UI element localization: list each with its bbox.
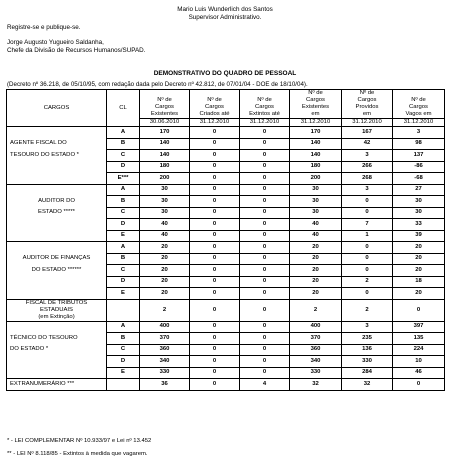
class-cell: E*** bbox=[107, 173, 140, 185]
value-cell: 0 bbox=[190, 230, 240, 242]
cargo-name-cell bbox=[7, 161, 107, 173]
value-cell: 0 bbox=[190, 333, 240, 345]
value-cell: 2 bbox=[290, 299, 342, 321]
value-cell: 42 bbox=[342, 138, 393, 150]
value-cell: 136 bbox=[342, 344, 393, 356]
value-cell: 0 bbox=[190, 207, 240, 219]
value-cell: 30 bbox=[290, 207, 342, 219]
value-cell: 0 bbox=[190, 299, 240, 321]
header-line: Providos bbox=[355, 104, 379, 110]
value-cell: 0 bbox=[240, 288, 290, 300]
value-cell: 0 bbox=[342, 242, 393, 254]
value-cell: 397 bbox=[393, 321, 445, 333]
value-cell: 170 bbox=[140, 127, 190, 139]
value-cell: 20 bbox=[393, 253, 445, 265]
value-cell: 0 bbox=[190, 150, 240, 162]
class-cell: D bbox=[107, 219, 140, 231]
value-cell: 140 bbox=[290, 138, 342, 150]
value-cell: 0 bbox=[240, 196, 290, 208]
class-cell: B bbox=[107, 196, 140, 208]
value-cell: 20 bbox=[290, 276, 342, 288]
value-cell: 180 bbox=[140, 161, 190, 173]
value-cell: 137 bbox=[393, 150, 445, 162]
value-cell: 0 bbox=[240, 242, 290, 254]
value-cell: 0 bbox=[190, 288, 240, 300]
value-cell: 268 bbox=[342, 173, 393, 185]
cargo-name-cell: AUDITOR DE FINANÇAS bbox=[7, 253, 107, 265]
value-cell: 36 bbox=[140, 379, 190, 391]
header-line: Nº de bbox=[411, 97, 426, 103]
class-cell: C bbox=[107, 344, 140, 356]
cargo-name-line: (em Extinção) bbox=[38, 313, 75, 320]
value-cell: 0 bbox=[240, 219, 290, 231]
class-cell: E bbox=[107, 367, 140, 379]
header-line: Existentes bbox=[301, 104, 330, 110]
table-row bbox=[7, 356, 445, 368]
header-date: 31.12.2010 bbox=[393, 118, 444, 126]
class-cell: C bbox=[107, 207, 140, 219]
value-cell: 140 bbox=[140, 138, 190, 150]
value-cell: 0 bbox=[240, 253, 290, 265]
value-cell: 266 bbox=[342, 161, 393, 173]
header-date: 31.12.2010 bbox=[342, 118, 392, 126]
table-row bbox=[7, 161, 445, 173]
value-cell: 0 bbox=[190, 321, 240, 333]
value-cell: 370 bbox=[290, 333, 342, 345]
value-cell: 0 bbox=[240, 173, 290, 185]
class-cell: E bbox=[107, 230, 140, 242]
class-cell: B bbox=[107, 333, 140, 345]
table-row bbox=[7, 276, 445, 288]
value-cell: 135 bbox=[393, 333, 445, 345]
value-cell: 18 bbox=[393, 276, 445, 288]
value-cell: 0 bbox=[190, 219, 240, 231]
cargo-name-cell bbox=[7, 219, 107, 231]
cargo-name-cell: AGENTE FISCAL DO bbox=[7, 138, 107, 150]
value-cell: 0 bbox=[240, 344, 290, 356]
value-cell: 0 bbox=[190, 127, 240, 139]
value-cell: 7 bbox=[342, 219, 393, 231]
header-line: Extintos até bbox=[249, 111, 280, 117]
sender-role: Chefe da Divisão de Recursos Humanos/SUPAD. bbox=[7, 46, 146, 54]
table-header bbox=[7, 90, 445, 127]
value-cell: 30 bbox=[393, 196, 445, 208]
table-row bbox=[7, 367, 445, 379]
sender-block bbox=[7, 39, 145, 54]
value-cell: 224 bbox=[393, 344, 445, 356]
cargo-name-line: ESTADUAIS bbox=[40, 306, 73, 313]
value-cell: 20 bbox=[140, 253, 190, 265]
value-cell: 0 bbox=[190, 184, 240, 196]
cargo-name-cell: DO ESTADO ****** bbox=[7, 265, 107, 277]
value-cell: 0 bbox=[342, 265, 393, 277]
value-cell: 200 bbox=[140, 173, 190, 185]
class-cell: D bbox=[107, 356, 140, 368]
value-cell: 360 bbox=[140, 344, 190, 356]
value-cell: 400 bbox=[290, 321, 342, 333]
value-cell: 27 bbox=[393, 184, 445, 196]
table-row bbox=[7, 299, 445, 321]
cargo-name-cell bbox=[7, 356, 107, 368]
header-line: Cargos bbox=[205, 104, 224, 110]
cargo-name-cell bbox=[7, 299, 107, 321]
value-cell: 0 bbox=[342, 207, 393, 219]
table-row bbox=[7, 219, 445, 231]
header-line: Nº de bbox=[157, 97, 172, 103]
value-cell: 0 bbox=[342, 253, 393, 265]
value-cell: 0 bbox=[190, 161, 240, 173]
header-date: 31.12.2010 bbox=[240, 118, 289, 126]
value-cell: 0 bbox=[342, 196, 393, 208]
value-cell: 2 bbox=[342, 276, 393, 288]
table-body bbox=[7, 127, 445, 391]
header-date: 31.12.2010 bbox=[290, 118, 341, 126]
value-cell: 330 bbox=[290, 367, 342, 379]
value-cell: 140 bbox=[140, 150, 190, 162]
table-row bbox=[7, 207, 445, 219]
header-line: Nº de bbox=[257, 97, 272, 103]
value-cell: 2 bbox=[140, 299, 190, 321]
class-cell: E bbox=[107, 288, 140, 300]
class-cell bbox=[107, 379, 140, 391]
value-cell: 1 bbox=[342, 230, 393, 242]
value-cell: 20 bbox=[393, 242, 445, 254]
value-cell: 0 bbox=[190, 379, 240, 391]
publish-line: Registre-se e publique-se. bbox=[7, 24, 81, 31]
value-cell: 400 bbox=[140, 321, 190, 333]
table-row bbox=[7, 333, 445, 345]
table-row bbox=[7, 344, 445, 356]
value-cell: 20 bbox=[140, 276, 190, 288]
value-cell: 200 bbox=[290, 173, 342, 185]
cargo-name-cell bbox=[7, 367, 107, 379]
header-existentes bbox=[140, 90, 190, 127]
header-line: Nº de bbox=[359, 90, 375, 96]
value-cell: 33 bbox=[393, 219, 445, 231]
value-cell: 0 bbox=[393, 379, 445, 391]
table-row bbox=[7, 265, 445, 277]
value-cell: 235 bbox=[342, 333, 393, 345]
cargo-name-cell: EXTRANUMERÁRIO *** bbox=[7, 379, 107, 391]
value-cell: 20 bbox=[290, 288, 342, 300]
header-line: em bbox=[362, 111, 372, 117]
value-cell: 0 bbox=[240, 150, 290, 162]
value-cell: 30 bbox=[290, 184, 342, 196]
value-cell: 340 bbox=[140, 356, 190, 368]
class-cell: B bbox=[107, 138, 140, 150]
value-cell: 0 bbox=[240, 265, 290, 277]
cargo-name-cell bbox=[7, 242, 107, 254]
value-cell: 0 bbox=[240, 276, 290, 288]
value-cell: 3 bbox=[342, 150, 393, 162]
table-row bbox=[7, 127, 445, 139]
value-cell: 0 bbox=[240, 138, 290, 150]
table-row bbox=[7, 253, 445, 265]
value-cell: 0 bbox=[240, 207, 290, 219]
signature-block bbox=[0, 6, 450, 21]
value-cell: 30 bbox=[140, 207, 190, 219]
value-cell: 0 bbox=[342, 288, 393, 300]
header-line: Nº de bbox=[207, 97, 222, 103]
value-cell: 360 bbox=[290, 344, 342, 356]
value-cell: 20 bbox=[140, 242, 190, 254]
class-cell: A bbox=[107, 321, 140, 333]
cargo-name-cell: ESTADO ***** bbox=[7, 207, 107, 219]
value-cell: 40 bbox=[290, 219, 342, 231]
value-cell: 20 bbox=[290, 265, 342, 277]
value-cell: 0 bbox=[240, 127, 290, 139]
header-extintos bbox=[240, 90, 290, 127]
value-cell: 0 bbox=[240, 333, 290, 345]
value-cell: 0 bbox=[190, 344, 240, 356]
table-row bbox=[7, 184, 445, 196]
class-cell: D bbox=[107, 276, 140, 288]
value-cell: 0 bbox=[190, 265, 240, 277]
value-cell: 0 bbox=[240, 230, 290, 242]
signature-role: Supervisor Administrativo. bbox=[188, 13, 262, 21]
table-row bbox=[7, 230, 445, 242]
cargo-name-cell: AUDITOR DO bbox=[7, 196, 107, 208]
value-cell: 340 bbox=[290, 356, 342, 368]
cargo-name-cell bbox=[7, 230, 107, 242]
table-row bbox=[7, 150, 445, 162]
cargo-name-cell: TESOURO DO ESTADO * bbox=[7, 150, 107, 162]
value-cell: 330 bbox=[342, 356, 393, 368]
value-cell: 10 bbox=[393, 356, 445, 368]
value-cell: 370 bbox=[140, 333, 190, 345]
value-cell: -68 bbox=[393, 173, 445, 185]
class-cell: B bbox=[107, 253, 140, 265]
value-cell: 30 bbox=[290, 196, 342, 208]
value-cell: 3 bbox=[342, 184, 393, 196]
sender-name: Jorge Augusto Yugueiro Saldanha, bbox=[7, 39, 104, 46]
value-cell: 3 bbox=[342, 321, 393, 333]
footnote-1: * - LEI COMPLEMENTAR Nº 10.933/97 e Lei nº 13.452 bbox=[7, 438, 152, 444]
value-cell: 30 bbox=[140, 196, 190, 208]
value-cell: 20 bbox=[290, 242, 342, 254]
value-cell: 40 bbox=[290, 230, 342, 242]
value-cell: 0 bbox=[240, 321, 290, 333]
header-line: Cargos bbox=[255, 104, 274, 110]
value-cell: 140 bbox=[290, 150, 342, 162]
value-cell: 0 bbox=[240, 184, 290, 196]
table-row bbox=[7, 196, 445, 208]
header-providos bbox=[342, 90, 393, 127]
value-cell: 4 bbox=[240, 379, 290, 391]
value-cell: 20 bbox=[140, 265, 190, 277]
class-cell: A bbox=[107, 242, 140, 254]
class-cell: C bbox=[107, 265, 140, 277]
value-cell: 0 bbox=[190, 196, 240, 208]
value-cell: 30 bbox=[393, 207, 445, 219]
value-cell: 0 bbox=[240, 299, 290, 321]
value-cell: 0 bbox=[190, 173, 240, 185]
value-cell: 0 bbox=[190, 242, 240, 254]
value-cell: 0 bbox=[240, 356, 290, 368]
class-cell bbox=[107, 299, 140, 321]
value-cell: 3 bbox=[393, 127, 445, 139]
cargo-name-cell bbox=[7, 288, 107, 300]
header-line: Cargos bbox=[306, 97, 325, 103]
header-vagos bbox=[393, 90, 445, 127]
cargo-name-cell bbox=[7, 276, 107, 288]
value-cell: 32 bbox=[290, 379, 342, 391]
header-date: 30.06.2010 bbox=[140, 118, 189, 126]
value-cell: 170 bbox=[290, 127, 342, 139]
value-cell: 180 bbox=[290, 161, 342, 173]
value-cell: 0 bbox=[240, 161, 290, 173]
cargo-name-cell bbox=[7, 173, 107, 185]
value-cell: 20 bbox=[393, 265, 445, 277]
value-cell: 0 bbox=[190, 138, 240, 150]
cargo-name-cell: TÉCNICO DO TESOURO bbox=[7, 333, 107, 345]
value-cell: 167 bbox=[342, 127, 393, 139]
value-cell: 20 bbox=[140, 288, 190, 300]
header-line: Cargos bbox=[357, 97, 377, 103]
header-line: Vagos em bbox=[405, 111, 432, 117]
table-row bbox=[7, 138, 445, 150]
cargo-name-cell bbox=[7, 127, 107, 139]
value-cell: 330 bbox=[140, 367, 190, 379]
header-cargos: CARGOS bbox=[7, 90, 107, 127]
cargo-name-cell: DO ESTADO * bbox=[7, 344, 107, 356]
value-cell: 0 bbox=[190, 367, 240, 379]
value-cell: 0 bbox=[190, 356, 240, 368]
cargo-name-cell bbox=[7, 184, 107, 196]
value-cell: 40 bbox=[140, 230, 190, 242]
value-cell: 2 bbox=[342, 299, 393, 321]
value-cell: -86 bbox=[393, 161, 445, 173]
header-line: em bbox=[311, 111, 320, 117]
value-cell: 39 bbox=[393, 230, 445, 242]
footnote-2: ** - LEI Nº 8.118/85 - Extintos à medida que vagarem. bbox=[7, 451, 148, 457]
signature-name: Mario Luis Wunderlich dos Santos bbox=[177, 6, 273, 13]
class-cell: C bbox=[107, 150, 140, 162]
value-cell: 98 bbox=[393, 138, 445, 150]
value-cell: 30 bbox=[140, 184, 190, 196]
header-line: Criados até bbox=[199, 111, 230, 117]
header-criados bbox=[190, 90, 240, 127]
header-line: Nº de bbox=[308, 90, 323, 96]
cargo-name-cell bbox=[7, 321, 107, 333]
table-row bbox=[7, 288, 445, 300]
value-cell: 20 bbox=[393, 288, 445, 300]
table-row bbox=[7, 379, 445, 391]
header-line: Existentes bbox=[150, 111, 179, 117]
table-row bbox=[7, 321, 445, 333]
value-cell: 0 bbox=[190, 276, 240, 288]
cargo-name-line: FISCAL DE TRIBUTOS bbox=[25, 299, 88, 306]
value-cell: 0 bbox=[240, 367, 290, 379]
value-cell: 46 bbox=[393, 367, 445, 379]
value-cell: 40 bbox=[140, 219, 190, 231]
table-row bbox=[7, 173, 445, 185]
value-cell: 32 bbox=[342, 379, 393, 391]
class-cell: D bbox=[107, 161, 140, 173]
value-cell: 0 bbox=[393, 299, 445, 321]
value-cell: 284 bbox=[342, 367, 393, 379]
staff-table bbox=[6, 89, 445, 391]
document-title: DEMONSTRATIVO DO QUADRO DE PESSOAL bbox=[153, 70, 297, 77]
header-cl: CL bbox=[107, 90, 140, 127]
decree-reference: (Decreto nº 36.218, de 05/10/95, com redação dada pelo Decreto nº 42.812, de 07/01/04 - DOE de 18/10/04). bbox=[7, 81, 308, 88]
header-existentes-em bbox=[290, 90, 342, 127]
header-line: Cargos bbox=[409, 104, 428, 110]
value-cell: 0 bbox=[190, 253, 240, 265]
class-cell: A bbox=[107, 184, 140, 196]
header-line: Cargos bbox=[155, 104, 174, 110]
value-cell: 20 bbox=[290, 253, 342, 265]
header-date: 31.12.2010 bbox=[190, 118, 239, 126]
table-row bbox=[7, 242, 445, 254]
class-cell: A bbox=[107, 127, 140, 139]
